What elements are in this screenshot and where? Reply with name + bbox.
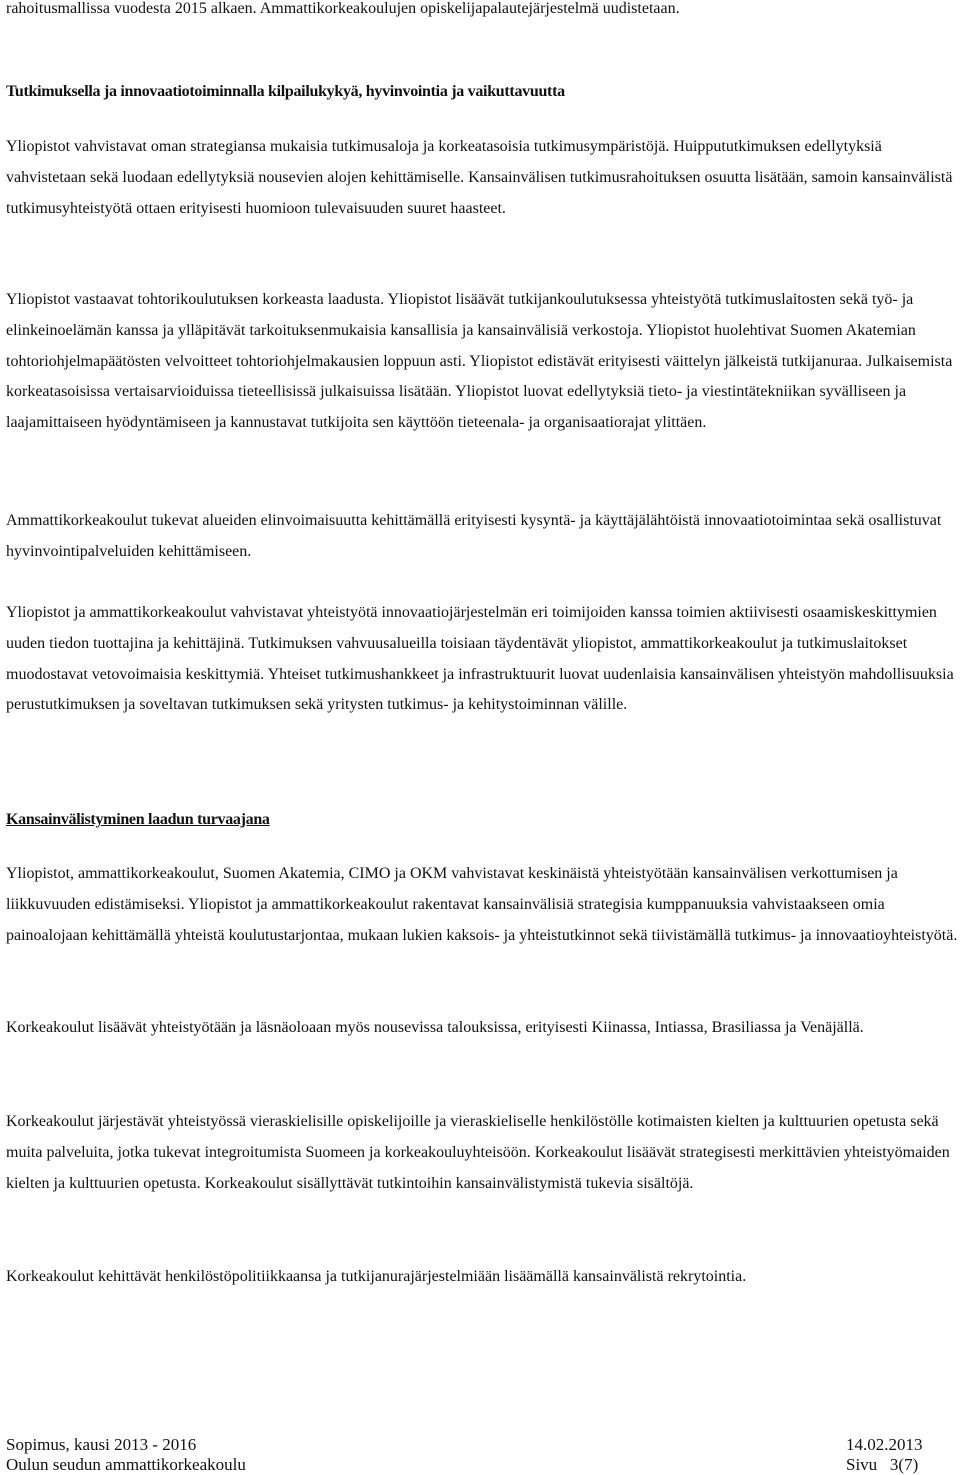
footer-date: 14.02.2013 [846,1435,923,1454]
paragraph-regional-vitality: Ammattikorkeakoulut tukevat alueiden elinvoimaisuutta kehittämällä erityisesti kysyntä- ja käyttäjälähtöistä innovaatiotoimintaa sekä osallistuvat hyvinvointipalveluiden kehittämiseen. [6,512,942,560]
section-heading-internationalisation [6,805,958,835]
footer-left [6,1435,246,1475]
paragraph-recruitment: Korkeakoulut kehittävät henkilöstöpolitiikkaansa ja tutkijanurajärjestelmiään lisäämällä kansainvälistä rekrytointia. [6,1268,747,1285]
paragraph-foreign-students: Korkeakoulut järjestävät yhteistyössä vieraskielisille opiskelijoille ja vieraskieliselle henkilöstölle kotimaisten kielten ja kulttuurien opetusta sekä muita palveluita, jotka tukevat integroitumista Suomeen ja korkeakouluyhteisöön. Korkeakoulut lisäävät strategisesti merkittävien yhteistyömaiden kielten ja kulttuurien opetusta. Korkeakoulut sisällyttävät tutkintoihin kansainvälistymistä tukevia sisältöjä. [6,1113,950,1192]
footer-right [846,1435,923,1475]
paragraph-doctoral-training: Yliopistot vastaavat tohtorikoulutuksen korkeasta laadusta. Yliopistot lisäävät tutkijankoulutuksessa yhteistyötä tutkimuslaitosten sekä työ- ja elinkeinoelämän kanssa ja ylläpitävät tarkoituksenmukaisia kansallisia ja kansainvälisiä verkostoja. Yliopistot huolehtivat Suomen Akatemian tohtoriohjelmapäätösten velvoitteet tohtoriohjelmakausien loppuun asti. Yliopistot edistävät erityisesti väittelyn jälkeistä tutkijanuraa. Julkaisemista korkeatasoisissa vertaisarvioiduissa tieteellisissä julkaisuissa lisätään. Yliopistot luovat edellytyksiä tieto- ja viestintätekniikan syvälliseen ja laajamittaiseen hyödyntämiseen ja kannustavat tutkijoita sen käyttöön tieteenala- ja organisaatiorajat ylittäen. [6,291,953,432]
section-heading-research: Tutkimuksella ja innovaatiotoiminnalla kilpailukykyä, hyvinvointia ja vaikuttavuutta [6,83,565,100]
footer-institution: Oulun seudun ammattikorkeakoulu [6,1455,246,1474]
paragraph-emerging-economies: Korkeakoulut lisäävät yhteistyötään ja läsnäoloaan myös nousevissa talouksissa, erityisesti Kiinassa, Intiassa, Brasiliassa ja Venäjällä. [6,1019,864,1036]
footer-contract-period: Sopimus, kausi 2013 - 2016 [6,1435,197,1454]
section-heading-internationalisation-text: Kansainvälistyminen laadun turvaajana [6,811,270,828]
footer-page-number: Sivu 3(7) [846,1455,919,1474]
paragraph-research-environments: Yliopistot vahvistavat oman strategiansa mukaisia tutkimusaloja ja korkeatasoisia tutkimusympäristöjä. Huippututkimuksen edellytyksiä vahvistetaan sekä luodaan edellytyksiä nousevien alojen kehittämiselle. Kansainvälisen tutkimusrahoituksen osuutta lisätään, samoin kansainvälistä tutkimusyhteistyötä ottaen erityisesti huomioon tulevaisuuden suuret haasteet. [6,138,953,217]
intro-line: rahoitusmallissa vuodesta 2015 alkaen. Ammattikorkeakoulujen opiskelijapalautejärjestelmä uudistetaan. [6,0,680,17]
paragraph-innovation-cooperation: Yliopistot ja ammattikorkeakoulut vahvistavat yhteistyötä innovaatiojärjestelmän eri toimijoiden kanssa toimien aktiivisesti osaamiskeskittymien uuden tiedon tuottajina ja kehittäjinä. Tutkimuksen vahvuusalueilla toisiaan täydentävät yliopistot, ammattikorkeakoulut ja tutkimuslaitokset muodostavat vetovoimaisia keskittymiä. Yhteiset tutkimushankkeet ja infrastruktuurit luovat uudenlaisia kansainvälisen yhteistyön mahdollisuuksia perustutkimuksen ja soveltavan tutkimuksen sekä yritysten tutkimus- ja kehitystoiminnan välille. [6,604,954,714]
paragraph-international-networking: Yliopistot, ammattikorkeakoulut, Suomen Akatemia, CIMO ja OKM vahvistavat keskinäistä yhteistyötään kansainvälisen verkottumisen ja liikkuvuuden edistämiseksi. Yliopistot ja ammattikorkeakoulut rakentavat kansainvälisiä strategisia kumppanuuksia vahvistaakseen omia painoalojaan kehittämällä yhteistä koulutustarjontaa, mukaan lukien kaksois- ja yhteistutkinnot sekä tiivistämällä tutkimus- ja innovaatioyhteistyötä. [6,865,958,944]
